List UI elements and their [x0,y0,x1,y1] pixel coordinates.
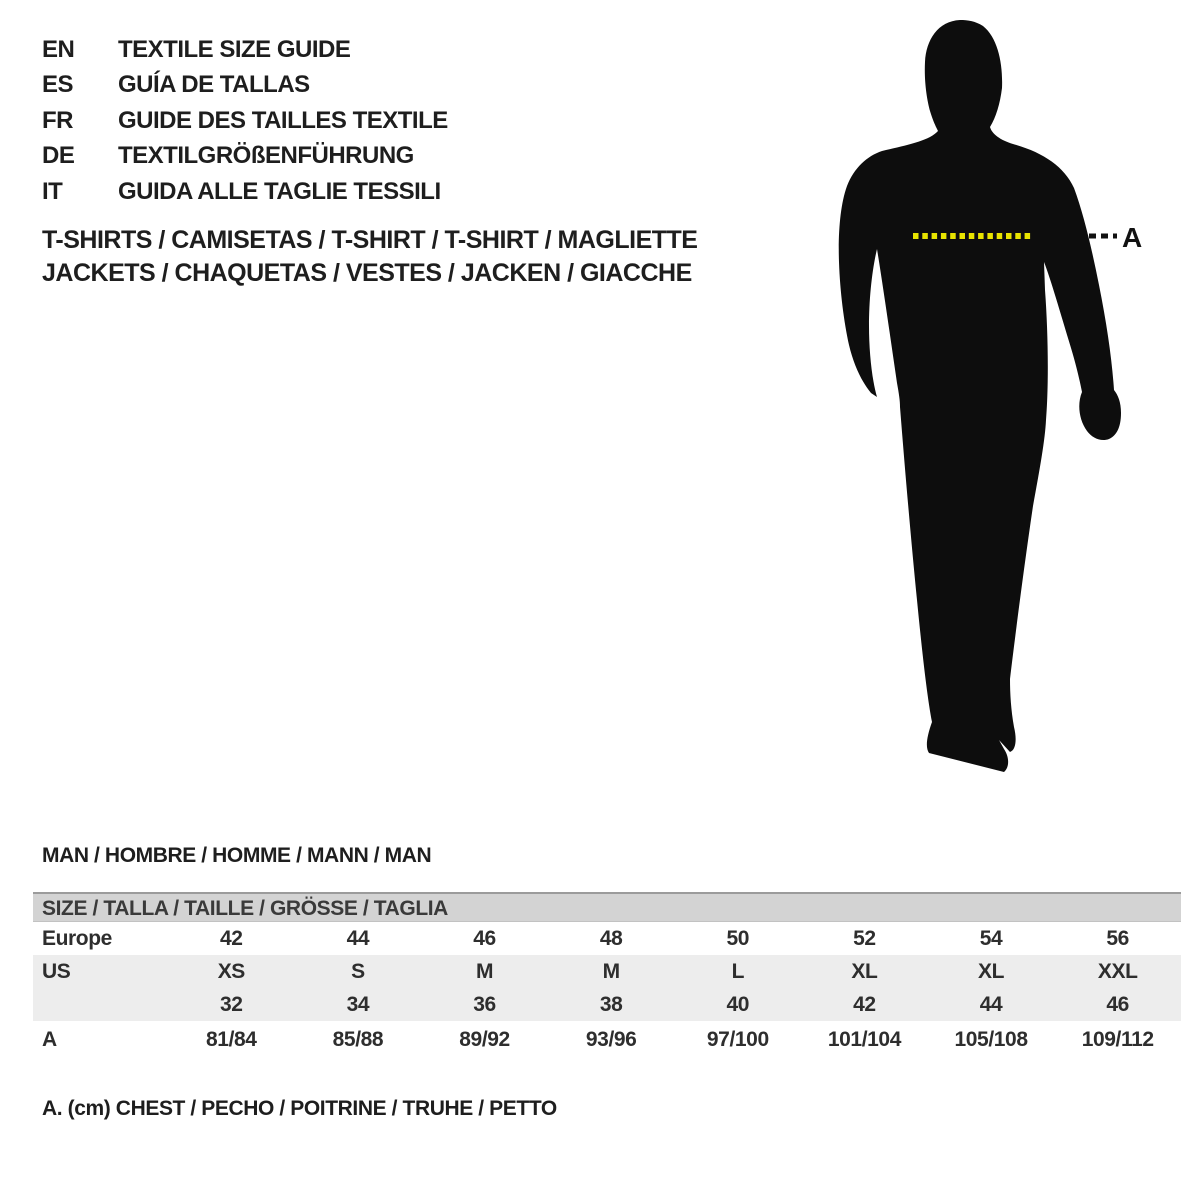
size-cell: 42 [220,926,243,950]
size-cell: 105/108 [954,1027,1028,1051]
language-code: FR [42,106,73,134]
size-cell: M [476,959,494,983]
size-cell: 85/88 [332,1027,384,1051]
size-cell: XL [978,959,1005,983]
guide-title: GUÍA DE TALLAS [118,71,310,99]
category-line-jackets: JACKETS / CHAQUETAS / VESTES / JACKEN / GIACCHE [42,258,692,287]
size-cell: 50 [726,926,750,950]
guide-title: GUIDE DES TAILLES TEXTILE [118,106,448,134]
measurement-footnote: A. (cm) CHEST / PECHO / POITRINE / TRUHE / PETTO [42,1097,557,1120]
category-line-tshirts: T-SHIRTS / CAMISETAS / T-SHIRT / T-SHIRT / MAGLIETTE [42,226,698,254]
row-label: Europe [42,926,112,950]
size-cell: 109/112 [1081,1027,1154,1051]
size-cell: XS [217,959,245,983]
size-cell: 52 [853,926,876,950]
man-silhouette-icon [839,20,1121,772]
size-cell: 44 [979,992,1003,1016]
size-cell: 44 [346,926,370,950]
size-cell: 89/92 [459,1027,510,1051]
table-row-europe [33,922,1181,955]
size-cell: 81/84 [206,1027,257,1051]
size-cell: 40 [726,992,750,1016]
size-cell: 34 [346,992,370,1016]
size-cell: L [731,959,745,983]
size-cell: 101/104 [827,1027,901,1051]
size-cell: XL [851,959,878,983]
size-cell: 36 [473,992,496,1016]
size-cell: 56 [1106,926,1129,950]
language-code: DE [42,142,75,170]
language-code: IT [42,177,63,205]
size-cell: 46 [473,926,496,950]
language-code: EN [42,35,75,63]
table-row-us-numeric [33,988,1181,1021]
size-cell: 93/96 [585,1027,637,1051]
size-cell: 97/100 [706,1027,769,1051]
size-cell: XXL [1097,959,1138,983]
size-cell: 48 [599,926,623,950]
guide-title: TEXTILGRÖßENFÜHRUNG [118,142,414,170]
size-cell: 32 [220,992,243,1016]
section-title-man: MAN / HOMBRE / HOMME / MANN / MAN [42,844,432,867]
guide-title: GUIDA ALLE TAGLIE TESSILI [118,177,441,205]
size-cell: S [351,959,365,983]
guide-title: TEXTILE SIZE GUIDE [118,35,351,63]
size-table-header: SIZE / TALLA / TAILLE / GRÖSSE / TAGLIA [33,892,1181,922]
table-row-chest [33,1021,1181,1058]
size-cell: 46 [1106,992,1129,1016]
chest-marker-label: A [1122,222,1143,253]
size-cell: 54 [979,926,1003,950]
size-cell: 38 [599,992,623,1016]
size-table [33,892,1181,1058]
table-row-us [33,955,1181,988]
language-code: ES [42,71,74,99]
row-label: A [42,1027,57,1051]
row-label: US [42,959,71,983]
size-cell: M [602,959,620,983]
size-cell: 42 [853,992,876,1016]
